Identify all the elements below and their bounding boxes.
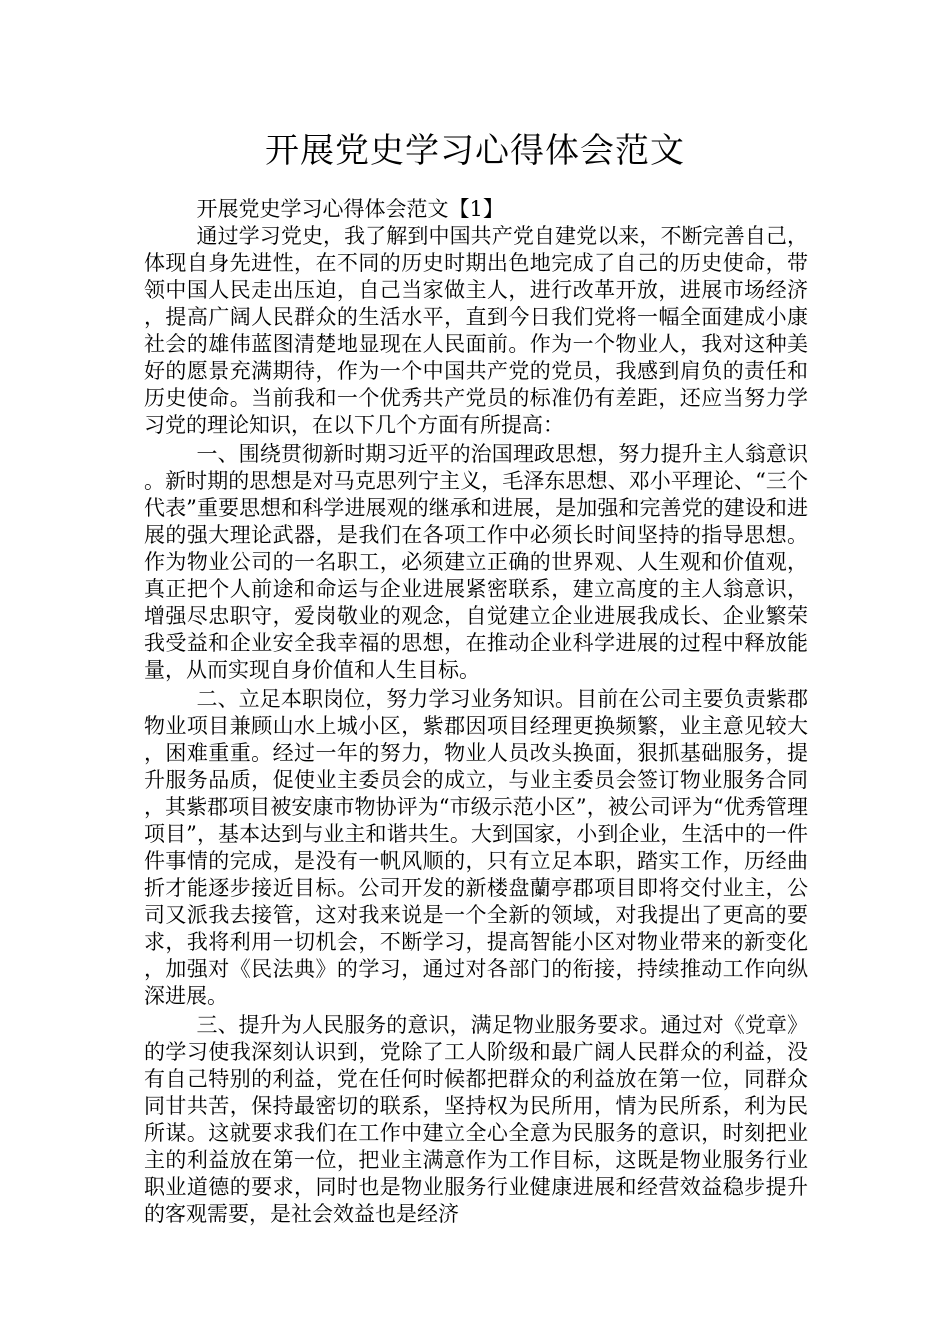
paragraph-intro: 通过学习党史，我了解到中国共产党自建党以来，不断完善自己，体现自身先进性，在不同的历史时期出色地完成了自己的历史使命，带领中国人民走出压迫，自己当家做主人，进行改革开放，进展市场经济，提高广阔人民群众的生活水平，直到今日我们党将一幅全面建成小康社会的雄伟蓝图清楚地显现在人民面前。作为一个物业人，我对这种美好的愿景充满期待，作为一个中国共产党的党员，我感到肩负的责任和历史使命。当前我和一个优秀共产党员的标准仍有差距，还应当努力学习党的理论知识，在以下几个方面有所提高：	[144, 224, 808, 437]
paragraph-point-two: 二、立足本职岗位，努力学习业务知识。目前在公司主要负责紫郡物业项目兼顾山水上城小区，紫郡因项目经理更换频繁，业主意见较大，困难重重。经过一年的努力，物业人员改头换面，狠抓基础服务，提升服务品质，促使业主委员会的成立，与业主委员会签订物业服务合同，其紫郡项目被安康市物协评为“市级示范小区”，被公司评为“优秀管理项目”，基本达到与业主和谐共生。大到国家，小到企业，生活中的一件件事情的完成，是没有一帆风顺的，只有立足本职，踏实工作，历经曲折才能逐步接近目标。公司开发的新楼盘蘭亭郡项目即将交付业主，公司又派我去接管，这对我来说是一个全新的领域，对我提出了更高的要求，我将利用一切机会，不断学习，提高智能小区对物业带来的新变化，加强对《民法典》的学习，通过对各部门的衔接，持续推动工作向纵深进展。	[144, 687, 808, 1008]
document-body	[144, 196, 808, 1230]
document-title: 开展党史学习心得体会范文	[265, 131, 685, 171]
paragraph-point-three: 三、提升为人民服务的意识，满足物业服务要求。通过对《党章》的学习使我深刻认识到，党除了工人阶级和最广阔人民群众的利益，没有自己特别的利益，党在任何时候都把群众的利益放在第一位，同群众同甘共苦，保持最密切的联系，坚持权为民所用，情为民所系，利为民所谋。这就要求我们在工作中建立全心全意为民服务的意识，时刻把业主的利益放在第一位，把业主满意作为工作目标，这既是物业服务行业职业道德的要求，同时也是物业服务行业健康进展和经营效益稳步提升的客观需要，是社会效益也是经济	[144, 1013, 808, 1226]
paragraph-point-one: 一、围绕贯彻新时期习近平的治国理政思想，努力提升主人翁意识。新时期的思想是对马克思列宁主义，毛泽东思想、邓小平理论、“三个代表”重要思想和科学进展观的继承和进展，是加强和完善党的建设和进展的强大理论武器，是我们在各项工作中必须长时间坚持的指导思想。作为物业公司的一名职工，必须建立正确的世界观、人生观和价值观，真正把个人前途和命运与企业进展紧密联系，建立高度的主人翁意识，增强尽忠职守，爱岗敬业的观念，自觉建立企业进展我成长、企业繁荣我受益和企业安全我幸福的思想，在推动企业科学进展的过程中释放能量，从而实现自身价值和人生目标。	[144, 442, 808, 682]
section-heading: 开展党史学习心得体会范文【1】	[196, 197, 504, 221]
